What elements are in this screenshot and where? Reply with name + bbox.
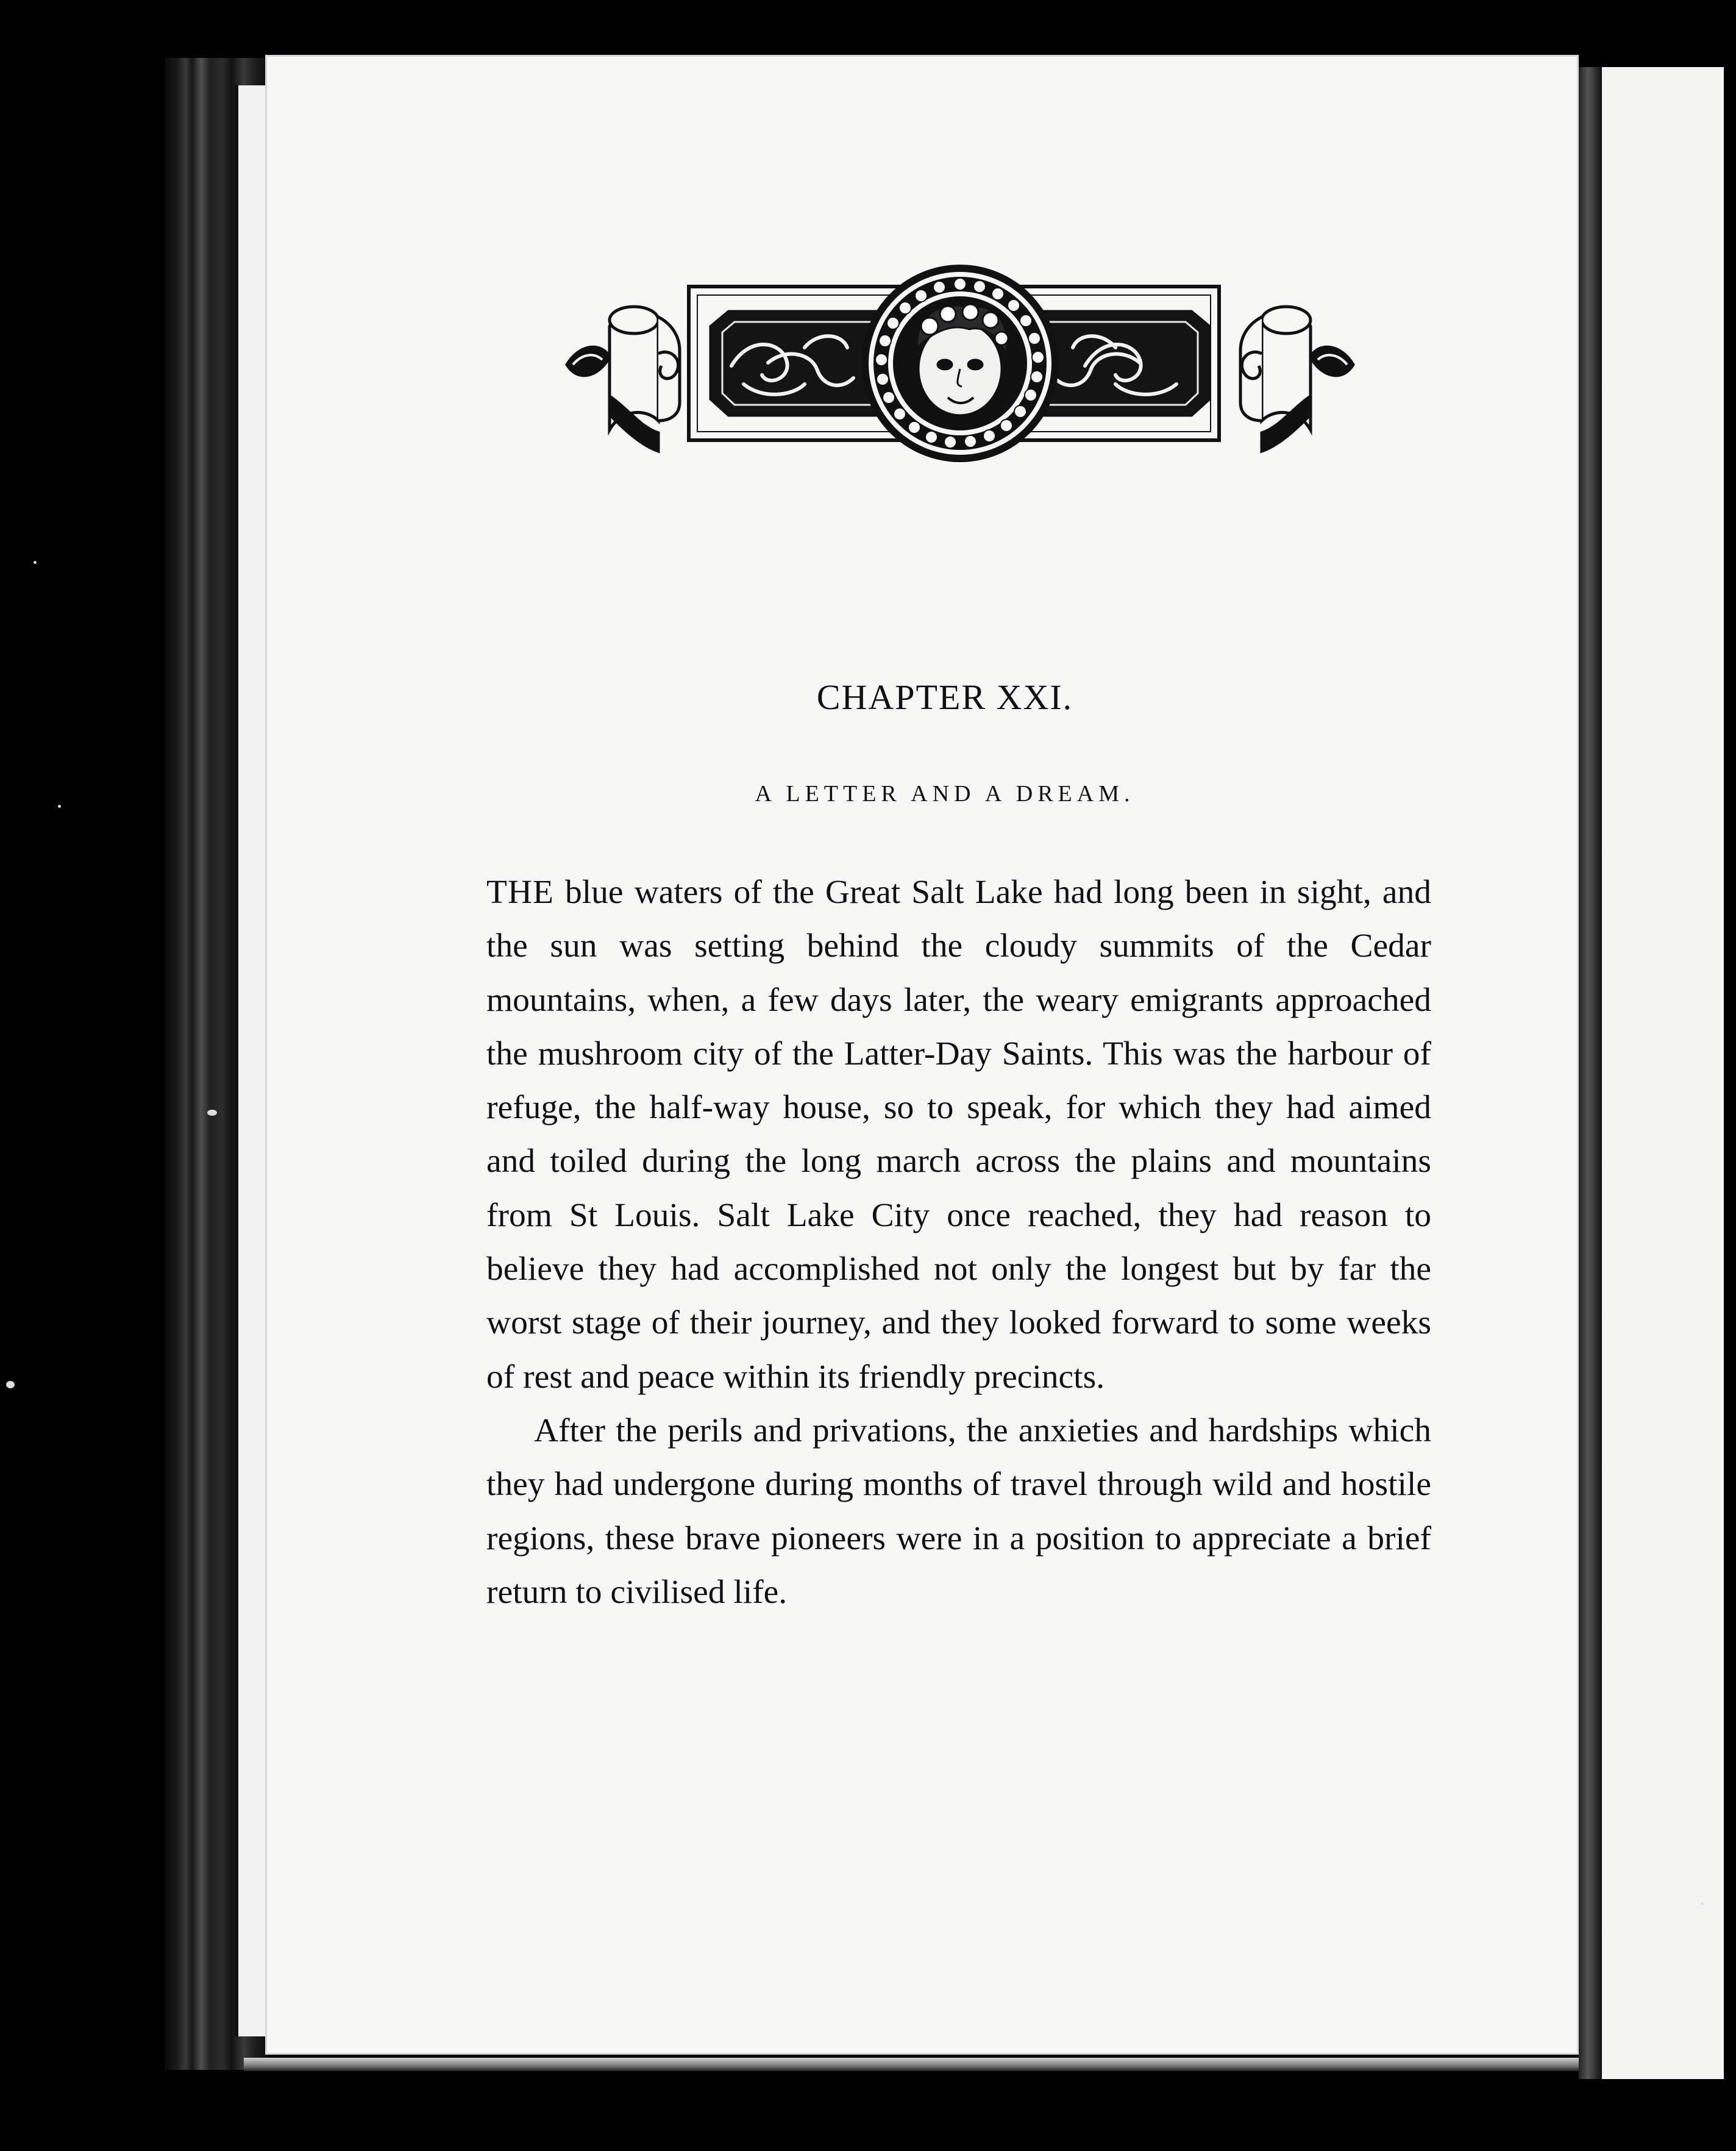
- scan-speck: [1701, 1902, 1704, 1905]
- scan-speck: [6, 1381, 15, 1388]
- paragraph-lead-word: THE: [486, 874, 554, 911]
- paragraph: [486, 1404, 1431, 1619]
- chapter-title: CHAPTER XXI.: [816, 677, 1073, 717]
- paragraph-text: blue waters of the Great Salt Lake had long been in sight, and the sun was setting behind the cloudy summits of the Cedar mountains, when, a few days later, the weary emigrants approached the mushroom city of the Latter-Day Saints. This was the harbour of refuge, the half-way house, so to speak, for which they had aimed and toiled during the long march across the plains and mountains from St Louis. Salt Lake City once reached, they had reason to believe they had accomplished not only the longest but by far the worst stage of their journey, and they looked forward to some weeks of rest and peace within its friendly precincts.: [486, 874, 1431, 1396]
- paragraph: [486, 866, 1431, 1404]
- facing-page-edge: [1579, 67, 1602, 2079]
- chapter-subtitle: A LETTER AND A DREAM.: [755, 781, 1135, 807]
- scan-speck: [207, 1110, 217, 1116]
- cherub-medallion-ornament: [549, 256, 1371, 476]
- chapter-body: [486, 866, 1431, 1619]
- scan-speck: [58, 805, 61, 808]
- paragraph-text: After the perils and privations, the anxieties and hardships which they had undergone during months of travel through wild and hostile regions, these brave pioneers were in a position to appreciate a brief return to civilised life.: [486, 1411, 1431, 1611]
- facing-page: [1602, 67, 1724, 2079]
- scan-speck: [34, 561, 37, 564]
- page-bottom-edge: [244, 2058, 1585, 2071]
